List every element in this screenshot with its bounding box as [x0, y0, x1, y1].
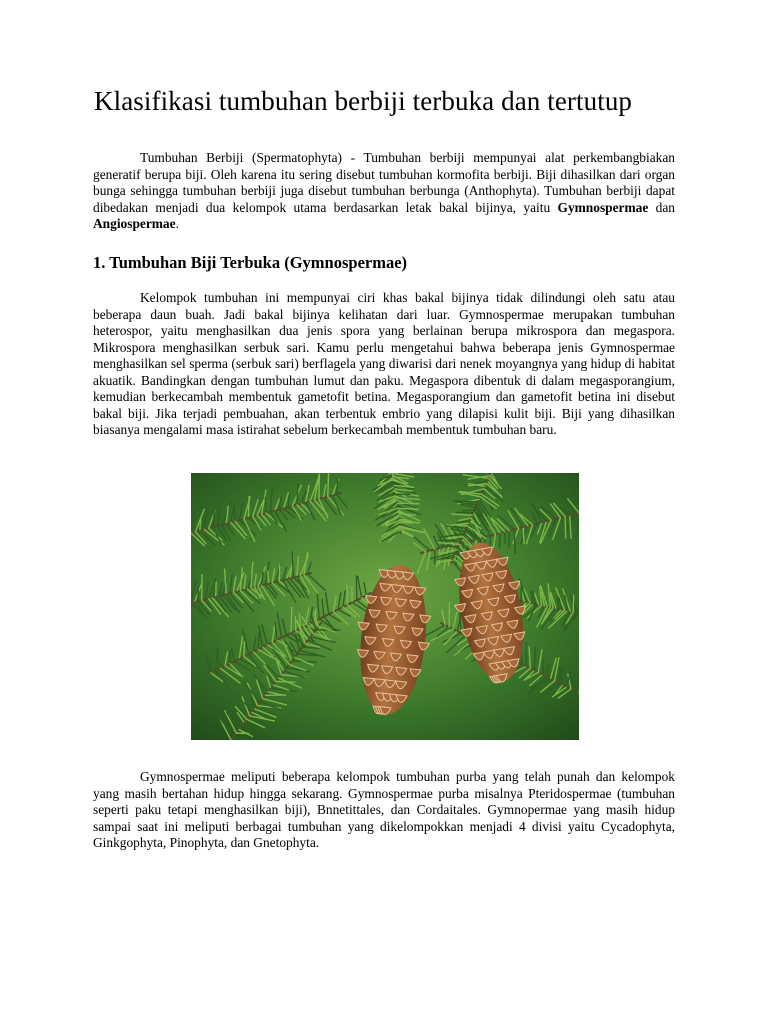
intro-connector: dan	[648, 199, 676, 215]
section-heading: 1. Tumbuhan Biji Terbuka (Gymnospermae)	[93, 253, 408, 272]
gymnosperm-paragraph: Kelompok tumbuhan ini mempunyai ciri khas bakal bijinya tidak dilindungi oleh satu atau beberapa daun buah. Jadi bakal bijinya kelihatan dari luar. Gymnospermae merupakan tumbuhan heterospor, yaitu menghasilkan dua jenis spora yang berlainan berupa mikrospora dan megaspora. Mikrospora menghasilkan serbuk sari. Kamu perlu mengetahui bahwa beberapa jenis Gymnospermae menghasilkan sel sperma (serbuk sari) berflagela yang diwarisi dari nenek moyangnya yang hidup di habitat akuatik. Bandingkan dengan tumbuhan lumut dan paku. Megaspora dibentuk di dalam megasporangium, kemudian berkecambah membentuk gametofit betina. Megasporangium dan gametofit betina ini disebut bakal biji. Jika terjadi pembuahan, akan terbentuk embrio yang dilapisi kulit biji. Biji yang dihasilkan biasanya mengalami masa istirahat sebelum berkecambah membentuk tumbuhan baru.	[93, 290, 675, 437]
gymnosperm-groups-paragraph: Gymnospermae meliputi beberapa kelompok tumbuhan purba yang telah punah dan kelompok yang masih bertahan hidup hingga sekarang. Gymnospermae purba misalnya Pteridospermae (tumbuhan seperti paku tetapi menghasilkan biji), Bnnetittales, dan Cordaitales. Gymnopermae yang masih hidup sampai saat ini meliputi berbagai tumbuhan yang dikelompokkan menjadi 4 divisi yaitu Cycadophyta, Ginkgophyta, Pinophyta, dan Gnetophyta.	[93, 769, 675, 850]
term-gymnospermae: Gymnospermae	[557, 199, 649, 215]
term-angiospermae: Angiospermae	[93, 216, 176, 231]
intro-end: .	[175, 216, 179, 231]
intro-paragraph	[93, 150, 675, 233]
page-title: Klasifikasi tumbuhan berbiji terbuka dan tertutup	[94, 86, 633, 116]
pine-cones-illustration	[191, 473, 579, 740]
intro-text: Tumbuhan Berbiji (Spermatophyta) - Tumbuhan berbiji mempunyai alat perkembangbiakan generatif berupa biji. Oleh karena itu sering disebut tumbuhan kormofita berbiji. Biji dihasilkan dari organ bunga sehingga tumbuhan berbiji juga disebut tumbuhan berbunga (Anthophyta). Tumbuhan berbiji dapat dibedakan menjadi dua kelompok utama berdasarkan letak bakal bijinya, yaitu	[93, 150, 675, 215]
pine-cones-photo	[191, 473, 579, 740]
